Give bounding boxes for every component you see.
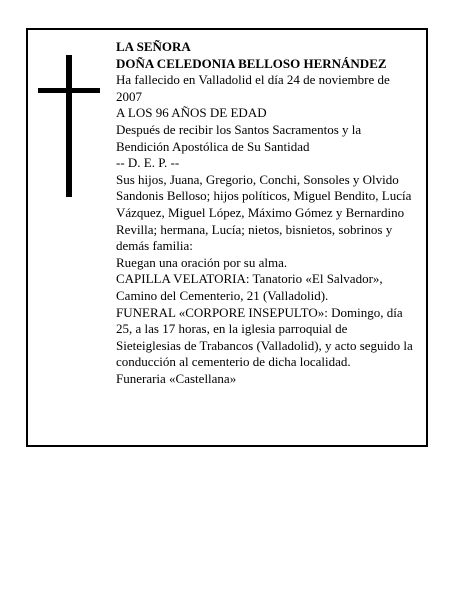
- obituary-notice: [26, 28, 428, 447]
- funeral-info: FUNERAL «CORPORE INSEPULTO»: Domingo, día 25, a las 17 horas, en la iglesia parroquial de Sieteiglesias de Trabancos (Valladolid), y acto seguido la conducción al cementerio de dicha localidad.: [116, 304, 413, 370]
- sacraments-line: Después de recibir los Santos Sacramentos y la Bendición Apostólica de Su Santidad: [116, 121, 362, 154]
- cross-vertical-bar: [66, 55, 72, 197]
- age-line: A LOS 96 AÑOS DE EDAD: [116, 105, 267, 121]
- family-list: Sus hijos, Juana, Gregorio, Conchi, Sonsoles y Olvido Sandonis Belloso; hijos políticos, Miguel Bendito, Lucía Vázquez, Miguel López, Máximo Gómez y Bernardino Revilla; hermana, Lucía; nietos, bisnietos, sobrinos y demás familia:: [116, 171, 412, 254]
- chapel-info: CAPILLA VELATORIA: Tanatorio «El Salvador», Camino del Cementerio, 21 (Valladolid).: [116, 271, 383, 303]
- rip-line: -- D. E. P. --: [116, 155, 180, 171]
- funeral-home: Funeraria «Castellana»: [116, 370, 237, 386]
- deceased-name: DOÑA CELEDONIA BELLOSO HERNÁNDEZ: [116, 55, 387, 71]
- notice-text: [116, 39, 414, 387]
- cross-horizontal-bar: [38, 88, 100, 93]
- prayer-request: Ruegan una oración por su alma.: [116, 254, 288, 270]
- death-info: Ha fallecido en Valladolid el día 24 de noviembre de 2007: [116, 72, 390, 104]
- notice-title-line1: LA SEÑORA: [116, 39, 191, 54]
